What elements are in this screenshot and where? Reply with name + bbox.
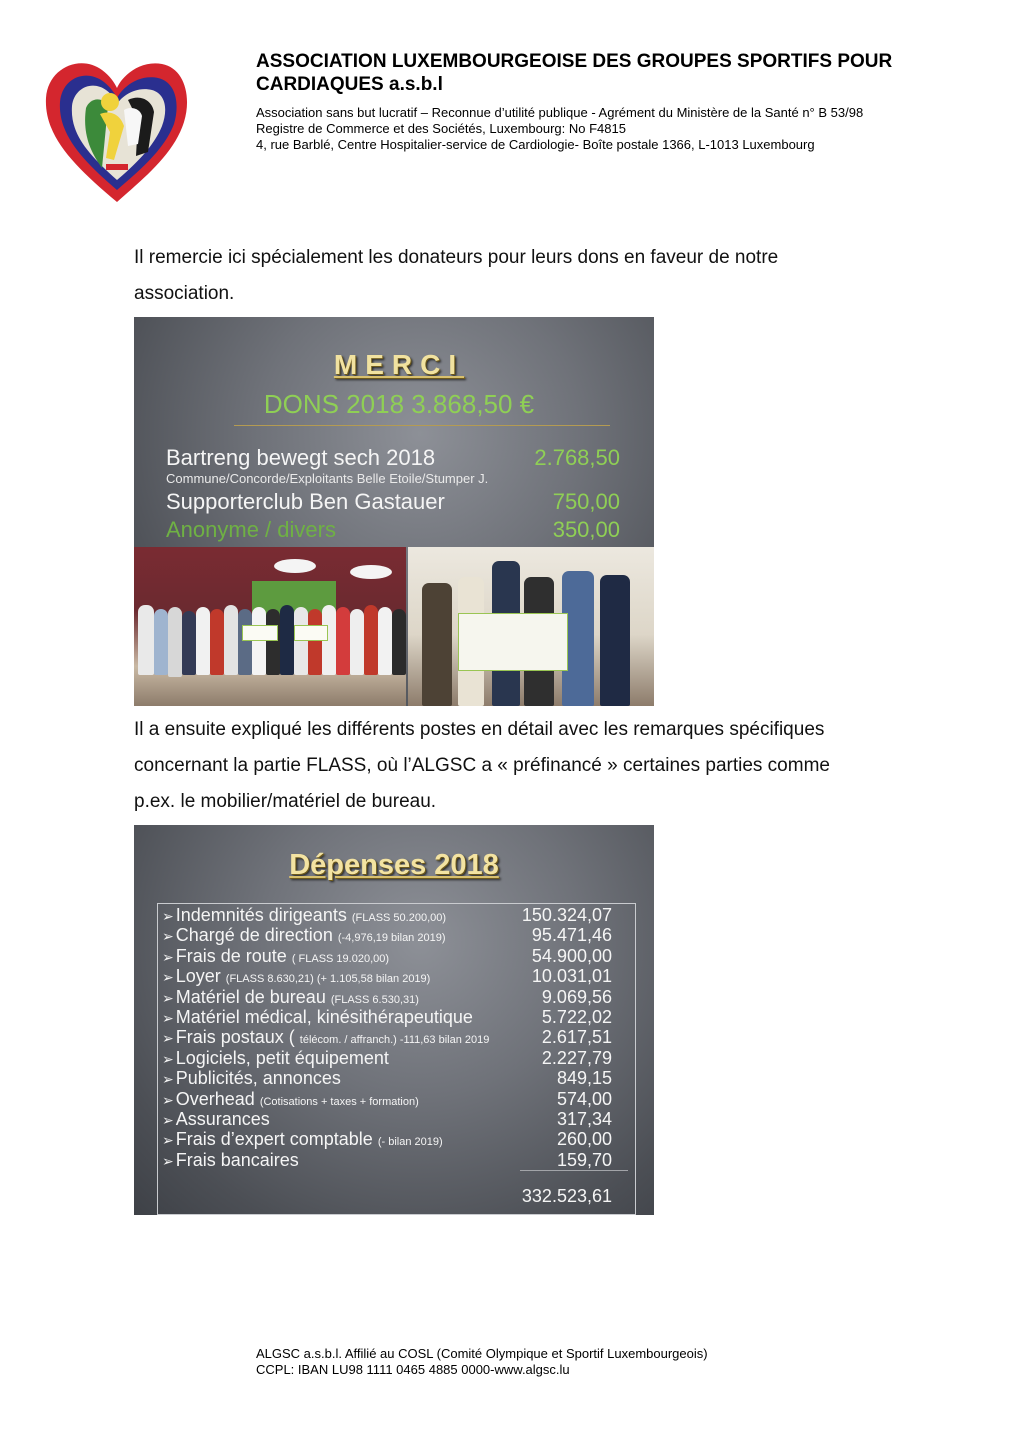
donations-slide xyxy=(134,317,654,706)
expense-note: (Cotisations + taxes + formation) xyxy=(259,1095,419,1108)
expense-row xyxy=(162,905,612,925)
expense-value: 10.031,01 xyxy=(531,966,612,987)
expense-value: 95.471,46 xyxy=(531,925,612,946)
bank-details-line: CCPL: IBAN LU98 1111 0465 4885 0000-www.algsc.lu xyxy=(256,1362,570,1377)
expenses-slide xyxy=(134,825,654,1215)
slide-title-merci: MERCI xyxy=(333,349,465,380)
expense-label xyxy=(162,1048,389,1069)
explanation-line-2: concernant la partie FLASS, où l’ALGSC a « préfinancé » certaines parties comme xyxy=(134,755,830,776)
affiliation-line: ALGSC a.s.b.l. Affilié au COSL (Comité Olympique et Sportif Luxembourgeois) xyxy=(256,1346,708,1361)
expense-name: Logiciels, petit équipement xyxy=(175,1047,389,1068)
expense-row xyxy=(162,1007,612,1027)
organization-name: ASSOCIATION LUXEMBOURGEOISE DES GROUPES SPORTIFS POUR xyxy=(256,51,893,72)
expense-value: 260,00 xyxy=(556,1129,612,1150)
bullet-arrow-icon: ➢ xyxy=(162,1071,174,1088)
donation-row xyxy=(166,517,620,545)
bullet-arrow-icon: ➢ xyxy=(162,1112,174,1128)
expense-note: (- bilan 2019) xyxy=(377,1136,443,1149)
donations-total: DONS 2018 3.868,50 € xyxy=(263,389,535,419)
explanation-paragraph xyxy=(134,712,924,820)
expense-row xyxy=(162,925,612,945)
expense-value: 159,70 xyxy=(556,1149,612,1170)
donation-label: Supporterclub Ben Gastauer xyxy=(166,489,445,514)
expense-row xyxy=(162,1048,612,1068)
expense-row xyxy=(162,1109,612,1129)
expenses-total: 332.523,61 xyxy=(521,1186,612,1206)
expense-name: Overhead xyxy=(175,1088,255,1109)
bullet-arrow-icon: ➢ xyxy=(162,1152,174,1169)
bullet-arrow-icon: ➢ xyxy=(162,1030,174,1047)
expense-value: 2.617,51 xyxy=(541,1027,612,1048)
total-divider xyxy=(520,1170,628,1171)
expense-value: 150.324,07 xyxy=(521,905,612,925)
expense-label xyxy=(162,1068,341,1089)
expense-label xyxy=(162,1109,270,1130)
expense-note: (-4,976,19 bilan 2019) xyxy=(337,932,446,945)
group-photo-cheque-handover xyxy=(134,547,406,706)
donation-row xyxy=(166,489,620,517)
large-cheque xyxy=(458,613,568,671)
expense-name: Matériel de bureau xyxy=(175,986,326,1007)
expense-name: Frais postaux ( xyxy=(175,1027,295,1048)
donation-value: 2.768,50 xyxy=(534,445,620,470)
donation-value: 750,00 xyxy=(552,489,620,514)
expense-row xyxy=(162,1089,612,1109)
donation-row xyxy=(166,445,620,473)
expense-name: Loyer xyxy=(175,966,221,987)
association-heart-logo xyxy=(44,56,190,204)
expense-value: 2.227,79 xyxy=(541,1047,612,1068)
expense-name: Assurances xyxy=(175,1109,270,1129)
bullet-arrow-icon: ➢ xyxy=(162,928,174,945)
expense-value: 9.069,56 xyxy=(541,986,612,1007)
expense-name: Frais de route xyxy=(175,945,287,966)
expense-row xyxy=(162,966,612,986)
bullet-arrow-icon: ➢ xyxy=(162,1010,174,1026)
bullet-arrow-icon: ➢ xyxy=(162,1132,174,1149)
explanation-line-1: Il a ensuite expliqué les différents postes en détail avec les remarques spécifiques xyxy=(134,719,825,740)
explanation-line-3: p.ex. le mobilier/matériel de bureau. xyxy=(134,791,437,812)
expense-row xyxy=(162,987,612,1007)
expense-name: Chargé de direction xyxy=(175,925,333,946)
letterhead xyxy=(256,50,976,153)
expense-row xyxy=(162,1150,612,1170)
expense-name: Indemnités dirigeants xyxy=(175,905,347,925)
legal-status: Association sans but lucratif – Reconnue d’utilité publique - Agrément du Ministère de la Santé n° B 53/98 xyxy=(256,105,864,120)
organization-name-line2: CARDIAQUES a.s.b.l xyxy=(256,74,443,95)
expense-note: (FLASS 8.630,21) (+ 1.105,58 bilan 2019) xyxy=(225,973,431,986)
expense-row xyxy=(162,1027,612,1047)
bullet-arrow-icon: ➢ xyxy=(162,948,174,965)
bullet-arrow-icon: ➢ xyxy=(162,1091,174,1108)
photo-large-cheque xyxy=(408,547,654,706)
page-footer xyxy=(256,1346,708,1378)
expense-label xyxy=(162,1007,473,1028)
thanks-paragraph xyxy=(134,240,924,312)
expense-value: 574,00 xyxy=(556,1088,612,1109)
expense-value: 317,34 xyxy=(556,1109,612,1129)
expense-value: 5.722,02 xyxy=(541,1007,612,1027)
expense-row xyxy=(162,946,612,966)
donation-label: Bartreng bewegt sech 2018 xyxy=(166,445,436,470)
donation-sublabel: Commune/Concorde/Exploitants Belle Etoile/Stumper J. xyxy=(166,471,489,486)
expense-value: 849,15 xyxy=(556,1068,612,1089)
expense-name: Matériel médical, kinésithérapeutique xyxy=(175,1007,473,1027)
bullet-arrow-icon: ➢ xyxy=(162,989,174,1006)
expense-note: télécom. / affranch.) -111,63 bilan 2019 xyxy=(299,1034,490,1047)
expense-row xyxy=(162,1129,612,1149)
expense-note: (FLASS 6.530,31) xyxy=(330,993,419,1006)
slide-title-depenses: Dépenses 2018 xyxy=(289,849,499,881)
expense-note: ( FLASS 19.020,00) xyxy=(291,952,390,965)
registry-number: Registre de Commerce et des Sociétés, Luxembourg: No F4815 xyxy=(256,121,626,136)
expense-label xyxy=(162,1150,299,1171)
donation-value: 350,00 xyxy=(552,517,620,542)
bullet-arrow-icon: ➢ xyxy=(162,969,174,986)
expense-value: 54.900,00 xyxy=(531,945,612,966)
thanks-line-1: Il remercie ici spécialement les donateurs pour leurs dons en faveur de notre xyxy=(134,247,779,268)
bullet-arrow-icon: ➢ xyxy=(162,908,174,924)
postal-address: 4, rue Barblé, Centre Hospitalier-service de Cardiologie- Boîte postale 1366, L-1013 Luxembourg xyxy=(256,137,815,152)
expense-note: (FLASS 50.200,00) xyxy=(351,912,447,924)
bullet-arrow-icon: ➢ xyxy=(162,1050,174,1067)
expense-name: Frais d’expert comptable xyxy=(175,1129,373,1150)
donation-label: Anonyme / divers xyxy=(166,517,336,542)
thanks-line-2: association. xyxy=(134,283,235,304)
title-divider xyxy=(234,425,610,426)
expense-name: Frais bancaires xyxy=(175,1149,299,1170)
expense-row xyxy=(162,1068,612,1088)
expense-name: Publicités, annonces xyxy=(175,1068,341,1089)
